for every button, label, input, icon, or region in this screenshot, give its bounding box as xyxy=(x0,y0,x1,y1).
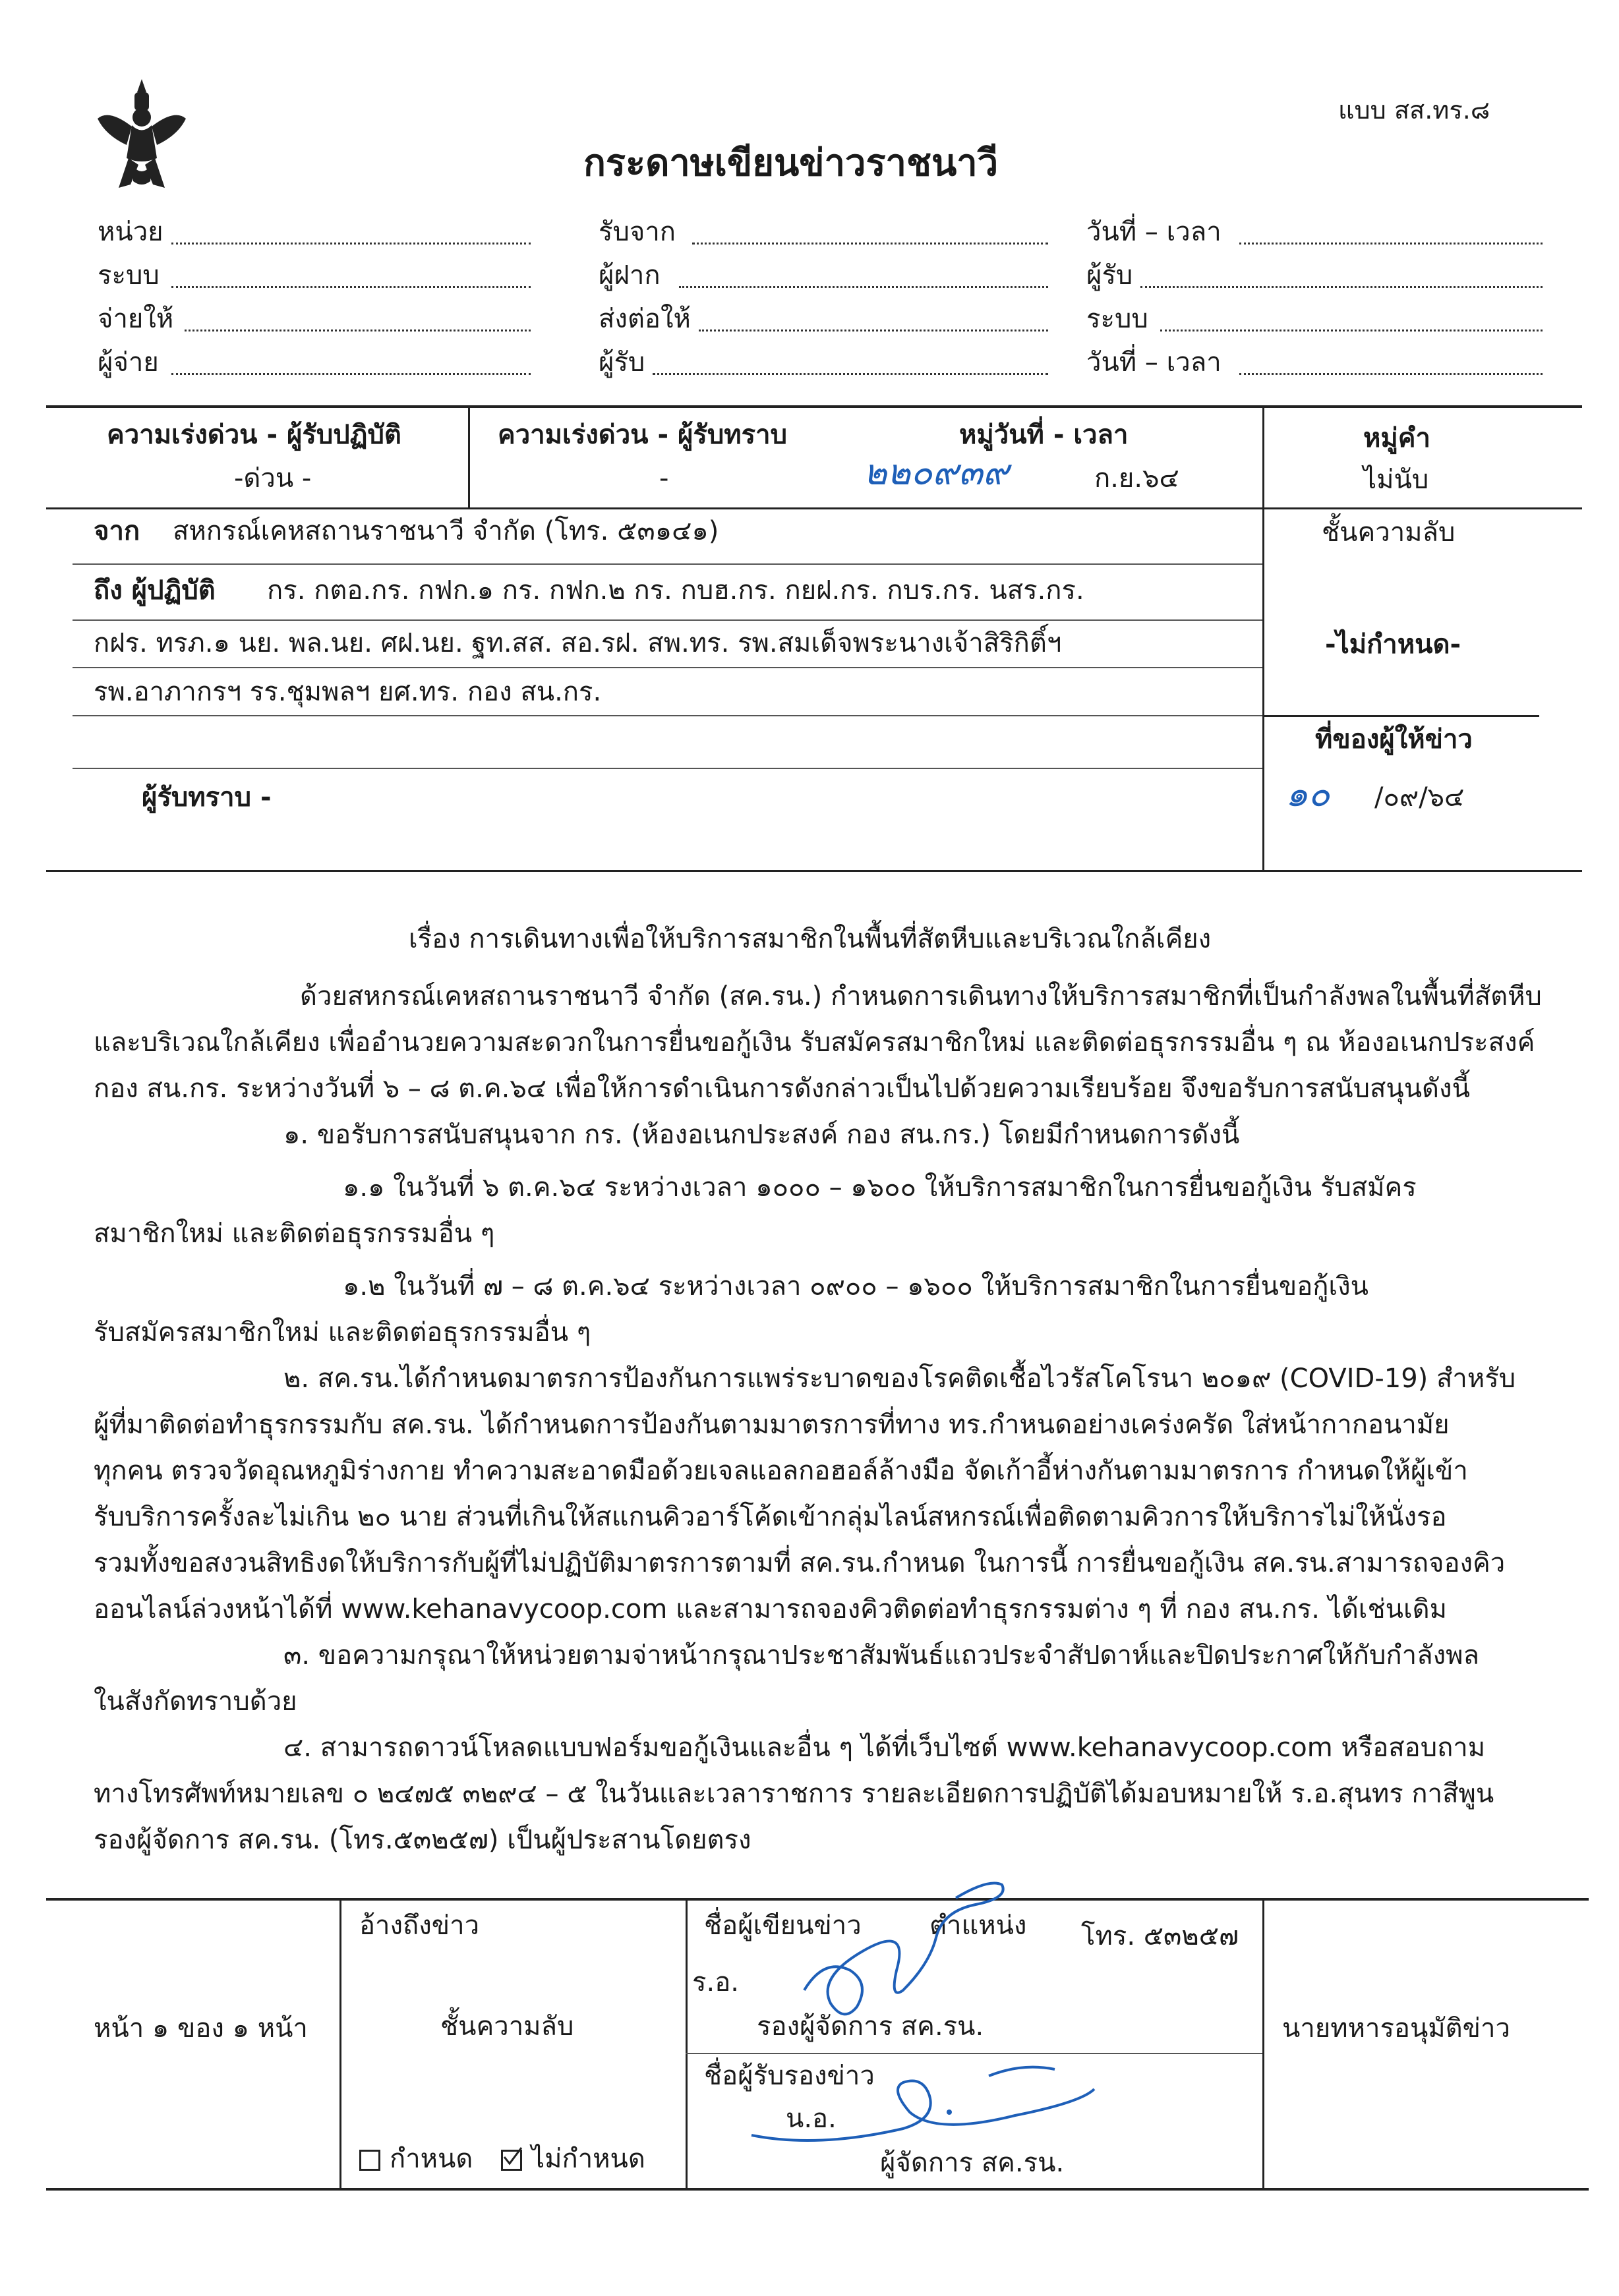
body-line: รวมทั้งขอสงวนสิทธิงดให้บริการกับผู้ที่ไม่ปฏิบัติมาตรการตามที่ สค.รน.กำหนด ในการนี้ การยื่นขอกู้เงิน สค.รน.สามารถจองคิว xyxy=(94,1548,1506,1578)
body-line: รับสมัครสมาชิกใหม่ และติดต่อธุรกรรมอื่น ๆ xyxy=(94,1317,591,1348)
to-line-3: รพ.อาภากรฯ รร.ชุมพลฯ ยศ.ทร. กอง สน.กร. xyxy=(94,677,602,707)
body-line: ๔. สามารถดาวน์โหลดแบบฟอร์มขอกู้เงินและอื่น ๆ ได้ที่เว็บไซต์ www.kehanavycoop.com หรือสอบถาม xyxy=(283,1733,1486,1763)
writer-phone: โทร. ๕๓๒๕๗ xyxy=(1081,1921,1239,1951)
body-line: ทุกคน ตรวจวัดอุณหภูมิร่างกาย ทำความสะอาดมือด้วยเจลแอลกอฮอล์ล้างมือ จัดเก้าอี้ห่างกันตามมาตรการ กำหนดให้ผู้เข้า xyxy=(94,1456,1468,1486)
field-datetime-label: วันที่ – เวลา xyxy=(1086,217,1222,247)
field-receiver2-label: ผู้รับ xyxy=(1086,260,1133,291)
subject-line: เรื่อง การเดินทางเพื่อให้บริการสมาชิกในพื้นที่สัตหีบและบริเวณใกล้เคียง xyxy=(409,924,1212,954)
page-number: หน้า ๑ ของ ๑ หน้า xyxy=(94,2013,308,2044)
certifier-signature-icon xyxy=(738,2050,1107,2162)
body-line: ในสังกัดทราบด้วย xyxy=(94,1686,297,1717)
urgency-action-value: -ด่วน - xyxy=(234,463,312,494)
field-datetime2-label: วันที่ – เวลา xyxy=(1086,347,1222,378)
sender-ref-value: /๐๙/๖๔ xyxy=(1374,782,1465,813)
body-line: ๓. ขอความกรุณาให้หน่วยตามจ่าหน้ากรุณาประชาสัมพันธ์แถวประจำสัปดาห์และปิดประกาศให้กับกำลังพล xyxy=(283,1640,1480,1671)
body-line: ๑. ขอรับการสนับสนุนจาก กร. (ห้องอเนกประสงค์ กอง สน.กร.) โดยมีกำหนดการดังนี้ xyxy=(283,1120,1240,1150)
body-line: ด้วยสหกรณ์เคหสถานราชนาวี จำกัด (สค.รน.) กำหนดการเดินทางให้บริการสมาชิกที่เป็นกำลังพลในพื้นที่สัตหีบ xyxy=(300,981,1542,1012)
body-line: ทางโทรศัพท์หมายเลข ๐ ๒๔๗๕ ๓๒๙๔ – ๕ ในวันและเวลาราชการ รายละเอียดการปฏิบัติได้มอบหมายให้ ร.อ.สุนทร กาสีพูน xyxy=(94,1779,1494,1809)
writer-position: รองผู้จัดการ สค.รน. xyxy=(757,2011,984,2042)
writer-signature-icon xyxy=(778,1858,1055,2030)
option-unspecified[interactable]: ไม่กำหนด xyxy=(501,2146,645,2172)
footer-classification-label: ชั้นความลับ xyxy=(440,2011,574,2042)
urgency-info-label: ความเร่งด่วน - ผู้รับทราบ xyxy=(498,420,787,450)
body-line: สมาชิกใหม่ และติดต่อธุรกรรมอื่น ๆ xyxy=(94,1219,495,1249)
body-line: ๒. สค.รน.ได้กำหนดมาตรการป้องกันการแพร่ระบาดของโรคติดเชื้อไวรัสโคโรนา ๒๐๑๙ (COVID-19) สำหรับ xyxy=(283,1363,1516,1394)
checkbox-checked-icon[interactable] xyxy=(501,2150,522,2171)
body-line: ผู้ที่มาติดต่อทำธุรกรรมกับ สค.รน. ได้กำหนดการป้องกันตามมาตรการที่ทาง ทร.กำหนดอย่างเคร่งครัด ใส่หน้ากากอนามัย xyxy=(94,1410,1450,1440)
writer-rank: ร.อ. xyxy=(692,1967,739,1997)
to-label: ถึง ผู้ปฏิบัติ xyxy=(94,575,216,606)
body-line: กอง สน.กร. ระหว่างวันที่ ๖ – ๘ ต.ค.๖๔ เพื่อให้การดำเนินการดังกล่าวเป็นไปด้วยความเรียบร้อย จึงขอรับการสนับสนุนดังนี้ xyxy=(94,1074,1470,1104)
classification-value: -ไม่กำหนด- xyxy=(1325,629,1461,660)
position-label: ตำแหน่ง xyxy=(929,1910,1027,1941)
option-specified[interactable]: กำหนด xyxy=(359,2146,473,2172)
urgency-info-value: - xyxy=(659,463,669,494)
word-group-value: ไม่นับ xyxy=(1363,465,1429,495)
certifier-label: ชื่อผู้รับรองข่าว xyxy=(704,2061,875,2091)
dtg-month: ก.ย.๖๔ xyxy=(1094,463,1179,494)
from-value: สหกรณ์เคหสถานราชนาวี จำกัด (โทร. ๕๓๑๔๑) xyxy=(173,516,719,546)
classification-label: ชั้นความลับ xyxy=(1322,517,1456,548)
to-line-2: กฝร. ทรภ.๑ นย. พล.นย. ศฝ.นย. ฐท.สส. สอ.รฝ. สพ.ทร. รพ.สมเด็จพระนางเจ้าสิริกิติ์ฯ xyxy=(94,628,1062,658)
body-line: รับบริการครั้งละไม่เกิน ๒๐ นาย ส่วนที่เกินให้สแกนคิวอาร์โค้ดเข้ากลุ่มไลน์สหกรณ์เพื่อติดตามคิวการให้บริการไม่ให้นั่งรอ xyxy=(94,1502,1447,1532)
garuda-emblem-icon xyxy=(92,72,191,198)
field-pay-to-label: จ่ายให้ xyxy=(98,304,174,334)
checkbox-unchecked-icon[interactable] xyxy=(359,2150,380,2171)
word-group-label: หมู่คำ xyxy=(1363,423,1430,453)
dtg-handwritten: ๒๒๐๙๓๙ xyxy=(864,451,1009,493)
writer-label: ชื่อผู้เขียนข่าว xyxy=(704,1910,862,1941)
field-forward-to-label: ส่งต่อให้ xyxy=(599,304,691,334)
to-line-1: กร. กตอ.กร. กฟก.๑ กร. กฟก.๒ กร. กบฮ.กร. กยฝ.กร. กบร.กร. นสร.กร. xyxy=(267,575,1084,606)
body-line: ๑.๑ ในวันที่ ๖ ต.ค.๖๔ ระหว่างเวลา ๑๐๐๐ – ๑๖๐๐ ให้บริการสมาชิกในการยื่นขอกู้เงิน รับสมัคร xyxy=(343,1172,1417,1203)
dtg-label: หมู่วันที่ - เวลา xyxy=(959,420,1129,450)
body-line: รองผู้จัดการ สค.รน. (โทร.๕๓๒๕๗) เป็นผู้ประสานโดยตรง xyxy=(94,1825,751,1855)
from-label: จาก xyxy=(94,516,140,546)
certifier-rank: น.อ. xyxy=(786,2104,837,2134)
field-depositor-label: ผู้ฝาก xyxy=(599,260,661,291)
field-unit-label: หน่วย xyxy=(98,217,163,247)
reference-label: อ้างถึงข่าว xyxy=(359,1910,480,1941)
field-payer-label: ผู้จ่าย xyxy=(98,347,159,378)
field-received-from-label: รับจาก xyxy=(599,217,676,247)
field-receiver-label: ผู้รับ xyxy=(599,347,645,378)
sender-ref-label: ที่ของผู้ให้ข่าว xyxy=(1315,724,1473,755)
body-line: ออนไลน์ล่วงหน้าได้ที่ www.kehanavycoop.com และสามารถจองคิวติดต่อทำธุรกรรมต่าง ๆ ที่ กอง สน.กร. ได้เช่นเดิม xyxy=(94,1594,1447,1624)
page-title: กระดาษเขียนข่าวราชนาวี xyxy=(583,142,999,185)
urgency-action-label: ความเร่งด่วน - ผู้รับปฏิบัติ xyxy=(107,420,401,450)
body-line: และบริเวณใกล้เคียง เพื่ออำนวยความสะดวกในการยื่นขอกู้เงิน รับสมัครสมาชิกใหม่ และติดต่อธุรกรรมอื่น ๆ ณ ห้องอเนกประสงค์ xyxy=(94,1027,1535,1058)
approver-label: นายทหารอนุมัติข่าว xyxy=(1282,2013,1510,2044)
body-line: ๑.๒ ในวันที่ ๗ – ๘ ต.ค.๖๔ ระหว่างเวลา ๐๙๐๐ – ๑๖๐๐ ให้บริการสมาชิกในการยื่นขอกู้เงิน xyxy=(343,1271,1369,1302)
form-code: แบบ สส.ทร.๘ xyxy=(1338,96,1490,125)
certifier-position: ผู้จัดการ สค.รน. xyxy=(880,2148,1065,2178)
info-label: ผู้รับทราบ - xyxy=(142,782,272,813)
sender-ref-handwritten: ๑๐ xyxy=(1285,773,1330,815)
field-system2-label: ระบบ xyxy=(1086,304,1148,334)
field-system-label: ระบบ xyxy=(98,260,160,291)
